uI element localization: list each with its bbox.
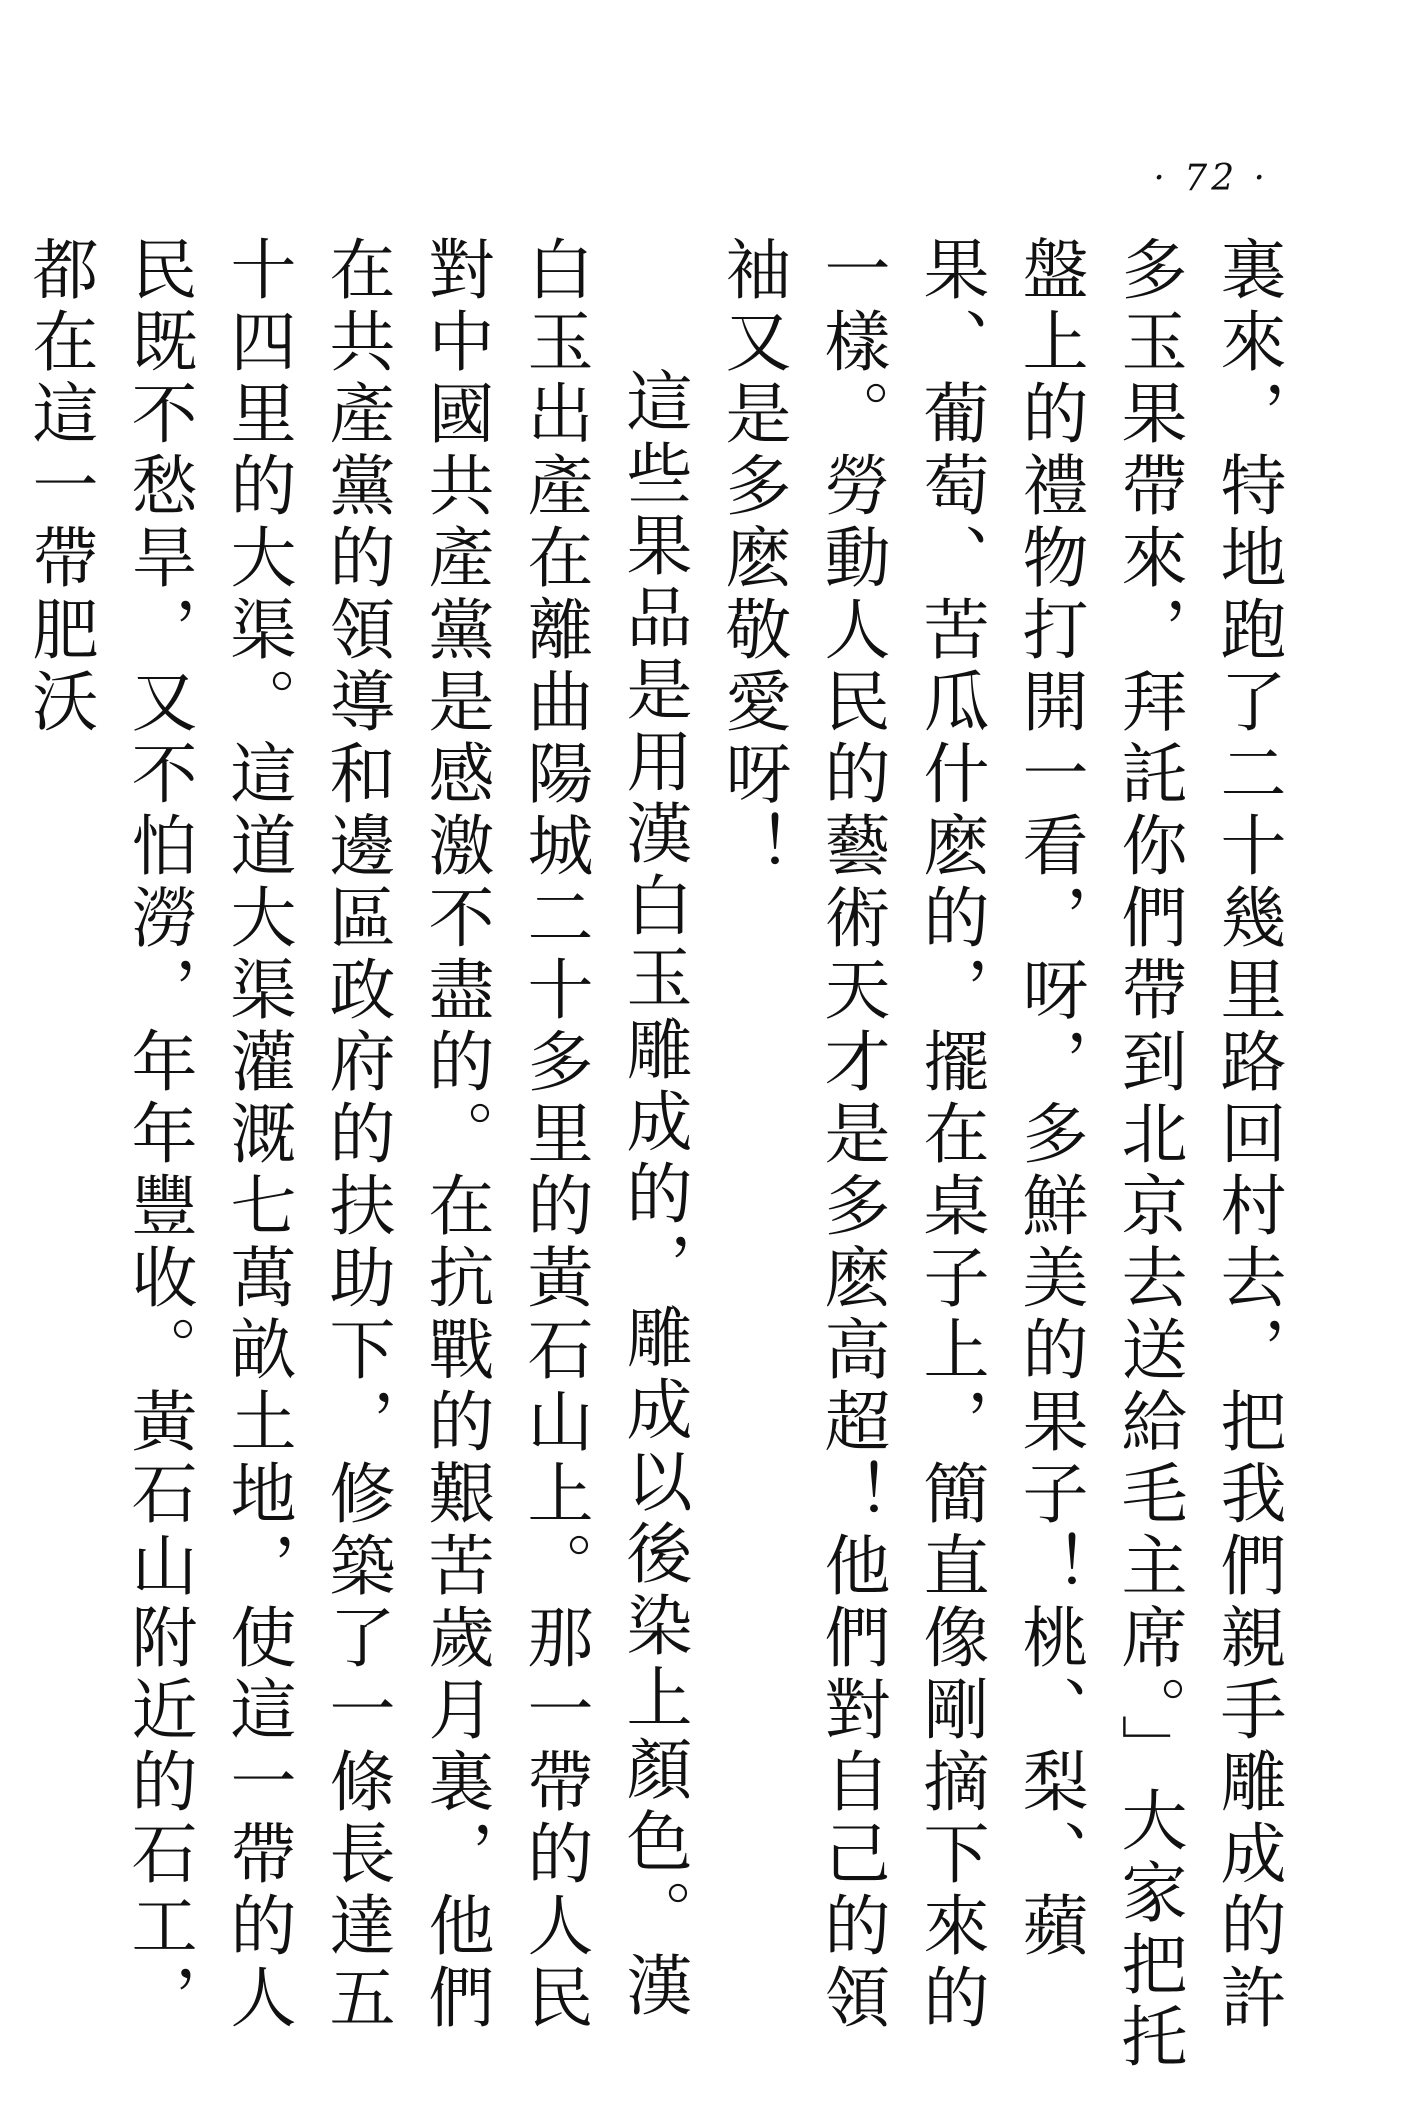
page-number: · 72 · — [1153, 158, 1269, 199]
paragraph-jade-fruit: 這些果品是用漢白玉雕成的，雕成以後染上顏色。漢白玉出產在離曲陽城二十多里的黃石山上。那一帶的人民對中國共產黨是感激不盡的。在抗戰的艱苦歲月裏，他們在共產黨的領導和邊區政府的扶助下，修築了一條長達五十四里的大渠。這道大渠灌溉七萬畝土地，使這一帶的人民既不愁旱，又不怕澇，年年豐收。黃石山附近的石工，都在這一帶肥沃 — [21, 235, 692, 2035]
paragraph-continued: 裏來，特地跑了二十幾里路回村去，把我們親手雕成的許多玉果帶來，拜託你們帶到北京去送給毛主席。」大家把托盤上的禮物打開一看，呀，多鮮美的果子！桃、梨、蘋果、葡萄、苦瓜什麽的，擺在桌子上，簡直像剛摘下來的一樣。勞動人民的藝術天才是多麽高超！他們對自己的領袖又是多麽敬愛呀！ — [714, 235, 1286, 2074]
body-text — [10, 235, 1297, 2075]
